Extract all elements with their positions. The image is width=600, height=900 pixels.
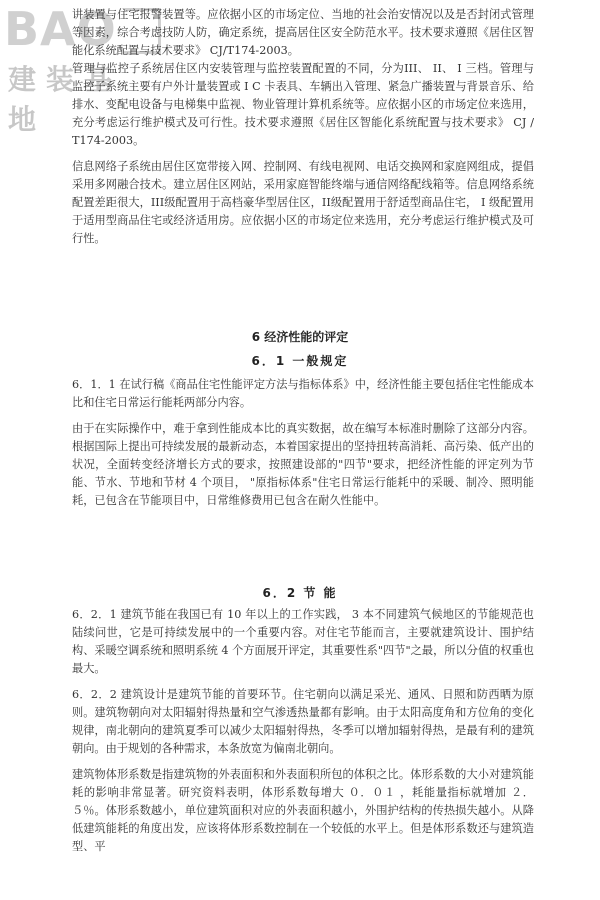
clause-6-1-1-paragraph: 6．1．1 在试行稿《商品住宅性能评定方法与指标体系》中，经济性能主要包括住宅性能成本比和住宅日常运行能耗两部分内容。: [72, 378, 534, 409]
shape-coefficient-paragraph: 建筑物体形系数是指建筑物的外表面积和外表面积所包的体积之比。体形系数的大小对建筑能耗的影响非常显著。研究资料表明，体形系数每增大 ０．０１ ，耗能量指标就增加 ２．５％。体形系数越小，单位建筑面积对应的外表面积越小，外围护结构的传热损失越小。从降低建筑能耗的角度出发，应该将体形系数控制在一个较低的水平上。但是体形系数还与建筑造型、平: [72, 768, 534, 853]
management-subsystem-paragraph: 管理与监控子系统居住区内安装管理与监控装置配置的不同，分为III、 II、 I 三档。管理与监控子系统主要有户外计量装置或 I C 卡表具、车辆出入管理、紧急广播装置与背景音乐、给排水、变配电设备与电梯集中监视、物业管理计算机系统等。应依据小区的市场定位来选用，充分考虑运行维护模式及可行性。技术要求遵照《居住区智能化系统配置与技术要求》 CJ / T174-2003。: [72, 62, 534, 147]
section-6-2-title: 6．2 节 能: [262, 586, 338, 600]
clause-6-2-1-paragraph: 6．2．1 建筑节能在我国已有 10 年以上的工作实践， 3 本不同建筑气候地区的节能规范也陆续问世，它是可持续发展中的一个重要内容。对住宅节能而言，主要就建筑设计、围护结构、采暖空调系统和照明系统 4 个方面展开评定，其重要性系"四节"之最，所以分值的权重也最大。: [72, 608, 534, 675]
clause-6-2-2-paragraph: 6．2．2 建筑设计是建筑节能的首要环节。住宅朝向以满足采光、通风、日照和防西晒为原则。建筑物朝向对太阳辐射得热量和空气渗透热量都有影响。由于太阳高度角和方位角的变化规律，南北朝向的建筑夏季可以减少太阳辐射得热，冬季可以增加辐射得热，是最有利的建筑朝向。由于规划的各种需求，本条放宽为偏南北朝向。: [72, 688, 534, 755]
section-6-1-block: [72, 376, 534, 510]
chapter-title: 6 经济性能的评定: [251, 330, 349, 344]
section5-block: [72, 6, 534, 248]
explanation-paragraph: 由于在实际操作中，难于拿到性能成本比的真实数据，故在编写本标准时删除了这部分内容。根据国际上提出可持续发展的最新动态，本着国家提出的坚持扭转高消耗、高污染、低产出的状况，全面转变经济增长方式的要求，按照建设部的"四节"要求，把经济性能的评定列为节能、节水、节地和节材 4 个项目， "原指标体系"住宅日常运行能耗中的采暖、制冷、照明能耗，已包含在节能项目中，日常维修费用已包含在耐久性能中。: [72, 422, 534, 507]
section-6-2-block: [72, 606, 534, 856]
watermark-site-text: 建装基地: [8, 63, 123, 136]
section-6-1-title: 6．1 一般规定: [251, 354, 349, 368]
security-subsystem-paragraph: 讲装置与住宅报警装置等。应依据小区的市场定位、当地的社会治安情况以及是否封闭式管理等因素，综合考虑技防人防，确定系统，提高居住区安全防范水平。技术要求遵照《居住区智能化系统配置与技术要求》 CJ/T174-2003。: [72, 8, 534, 57]
network-subsystem-paragraph: 信息网络子系统由居住区宽带接入网、控制网、有线电视网、电话交换网和家庭网组成，提倡采用多网融合技术。建立居住区网站，采用家庭智能终端与通信网络配线箱等。信息网络系统配置差距很大，III级配置用于高档豪华型居住区，II级配置用于舒适型商品住宅， I 级配置用于适用型商品住宅或经济适用房。应依据小区的市场定位来选用，充分考虑运行维护模式及可行性。: [72, 160, 534, 245]
watermark-brand-text: BAO: [4, 2, 117, 56]
